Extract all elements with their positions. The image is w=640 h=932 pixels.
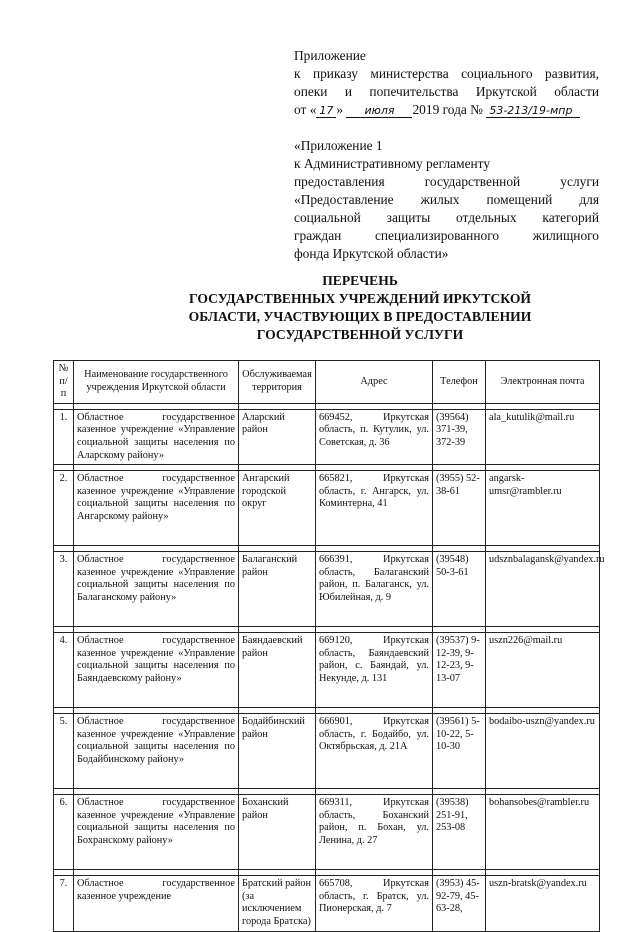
cell-phone: (3953) 45-92-79, 45-63-28, <box>433 876 486 931</box>
cell-phone: (39561) 5-10-22, 5-10-30 <box>433 714 486 789</box>
cell-territory: Бодайбинский район <box>239 714 316 789</box>
cell-email: angarsk-umsr@rambler.ru <box>486 471 600 546</box>
institutions-table <box>53 360 605 932</box>
regulation-reference <box>294 137 599 263</box>
table-row <box>54 552 600 627</box>
document-title <box>120 272 600 344</box>
cell-email: ala_kutulik@mail.ru <box>486 409 600 464</box>
handwritten-month: июля <box>346 104 412 118</box>
table-row <box>54 409 600 464</box>
cell-territory: Балаганский район <box>239 552 316 627</box>
col-header-email: Электронная почта <box>486 361 600 404</box>
regulation-line: социальной защиты отдельных категорий <box>294 210 599 225</box>
cell-address: 669120, Иркутская область, Баяндаевский район, с. Баяндай, ул. Некунде, д. 131 <box>316 633 433 708</box>
cell-address: 666391, Иркутская область, Балаганский район, п. Балаганск, ул. Юбилейная, д. 9 <box>316 552 433 627</box>
cell-phone: (3955) 52-38-61 <box>433 471 486 546</box>
appendix-1-label: «Приложение 1 <box>294 138 383 153</box>
cell-num: 6. <box>54 795 74 870</box>
cell-phone: (39537) 9-12-39, 9-12-23, 9-13-07 <box>433 633 486 708</box>
regulation-line: «Предоставление жилых помещений для <box>294 192 599 207</box>
cell-num: 1. <box>54 409 74 464</box>
cell-num: 4. <box>54 633 74 708</box>
handwritten-day: 17 <box>316 104 336 118</box>
table-row <box>54 633 600 708</box>
cell-email: udsznbalagansk@yandex.ru <box>486 552 600 627</box>
col-header-territory: Обслуживаемая территория <box>239 361 316 404</box>
cell-name: Областное государственное казенное учреждение «Управление социальной защиты населения по Балаганскому району» <box>74 552 239 627</box>
cell-territory: Баяндаевский район <box>239 633 316 708</box>
col-header-address: Адрес <box>316 361 433 404</box>
col-header-name: Наименование государственного учреждения Иркутской области <box>74 361 239 404</box>
cell-address: 669311, Иркутская область, Боханский район, п. Бохан, ул. Ленина, д. 27 <box>316 795 433 870</box>
cell-name: Областное государственное казенное учреждение «Управление социальной защиты населения по Бодайбинскому району» <box>74 714 239 789</box>
cell-address: 666901, Иркутская область, г. Бодайбо, ул. Октябрьская, д. 21А <box>316 714 433 789</box>
date-mid: » <box>336 102 344 117</box>
document-header <box>294 47 599 119</box>
cell-territory: Ангарский городской округ <box>239 471 316 546</box>
handwritten-order-number: 53-213/19-мпр <box>486 104 580 118</box>
cell-num: 3. <box>54 552 74 627</box>
title-line: ГОСУДАРСТВЕННЫХ УЧРЕЖДЕНИЙ ИРКУТСКОЙ <box>189 291 531 306</box>
cell-name: Областное государственное казенное учреждение «Управление социальной защиты населения по Бохранскому району» <box>74 795 239 870</box>
cell-address: 669452, Иркутская область, п. Кутулик, ул. Советская, д. 36 <box>316 409 433 464</box>
date-prefix: от « <box>294 102 317 117</box>
table-row <box>54 714 600 789</box>
table-row <box>54 795 600 870</box>
cell-territory: Братский район (за исключением города Братска) <box>239 876 316 931</box>
title-line: ПЕРЕЧЕНЬ <box>322 273 398 288</box>
order-reference: к приказу министерства социального развития, <box>294 66 599 81</box>
cell-address: 665708, Иркутская область, г. Братск, ул. Пионерская, д. 7 <box>316 876 433 931</box>
order-date-line <box>294 101 599 119</box>
title-line: ОБЛАСТИ, УЧАСТВУЮЩИХ В ПРЕДОСТАВЛЕНИИ <box>188 309 532 324</box>
regulation-line: фонда Иркутской области» <box>294 246 449 261</box>
cell-email: uszn-bratsk@yandex.ru <box>486 876 600 931</box>
cell-phone: (39564) 371-39, 372-39 <box>433 409 486 464</box>
title-line: ГОСУДАРСТВЕННОЙ УСЛУГИ <box>256 327 464 342</box>
cell-name: Областное государственное казенное учреждение «Управление социальной защиты населения по Аларскому району» <box>74 409 239 464</box>
col-header-phone: Телефон <box>433 361 486 404</box>
cell-num: 5. <box>54 714 74 789</box>
cell-name: Областное государственное казенное учреждение <box>74 876 239 931</box>
table-row <box>54 876 600 931</box>
date-year: 2019 года № <box>412 102 483 117</box>
appendix-label: Приложение <box>294 48 366 63</box>
cell-phone: (39548) 50-3-61 <box>433 552 486 627</box>
cell-territory: Боханский район <box>239 795 316 870</box>
cell-email: bohansobes@rambler.ru <box>486 795 600 870</box>
cell-territory: Аларский район <box>239 409 316 464</box>
regulation-line: предоставления государственной услуги <box>294 174 599 189</box>
ministry-name: опеки и попечительства Иркутской области <box>294 84 599 99</box>
cell-email: uszn226@mail.ru <box>486 633 600 708</box>
regulation-line: граждан специализированного жилищного <box>294 228 599 243</box>
regulation-line: к Административному регламенту <box>294 156 491 171</box>
cell-name: Областное государственное казенное учреждение «Управление социальной защиты населения по Баяндаевскому району» <box>74 633 239 708</box>
cell-num: 2. <box>54 471 74 546</box>
table-header-row <box>54 361 600 404</box>
cell-name: Областное государственное казенное учреждение «Управление социальной защиты населения по Ангарскому району» <box>74 471 239 546</box>
cell-num: 7. <box>54 876 74 931</box>
cell-email: bodaibo-uszn@yandex.ru <box>486 714 600 789</box>
col-header-num: № п/п <box>54 361 74 404</box>
cell-phone: (39538) 251-91, 253-08 <box>433 795 486 870</box>
table-row <box>54 471 600 546</box>
cell-address: 665821, Иркутская область, г. Ангарск, ул. Коминтерна, 41 <box>316 471 433 546</box>
